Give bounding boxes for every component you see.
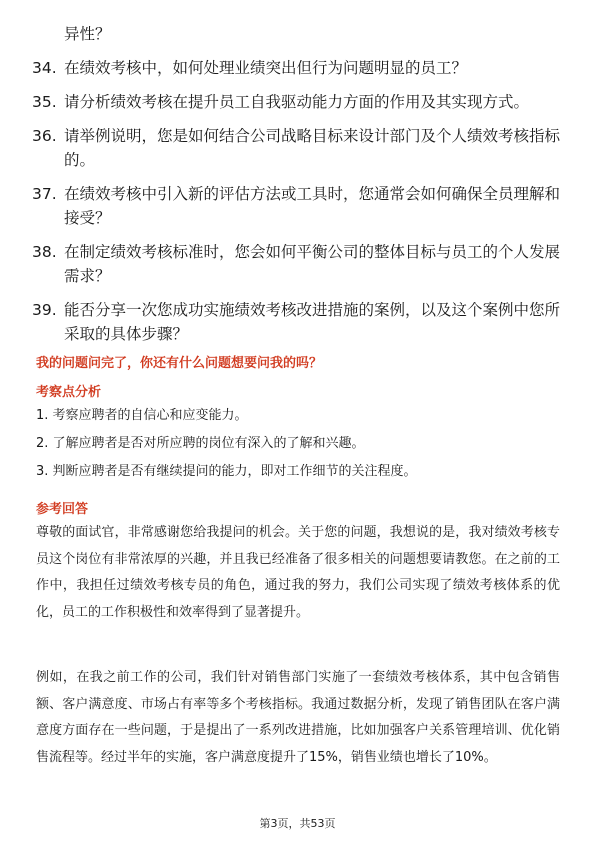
reference-heading: 参考回答 [36,502,89,517]
question-item [32,124,564,172]
question-item [32,298,564,346]
question-text: 能否分享一次您成功实施绩效考核改进措施的案例，以及这个案例中您所采取的具体步骤？ [64,301,561,343]
question-text: 请分析绩效考核在提升员工自我驱动能力方面的作用及其实现方式。 [64,93,530,111]
question-item [32,240,564,288]
analysis-heading: 考察点分析 [36,385,102,400]
question-text: 在制定绩效考核标准时，您会如何平衡公司的整体目标与员工的个人发展需求？ [64,243,561,285]
analysis-list [36,407,561,491]
analysis-item: 1. 考察应聘者的自信心和应变能力。 [36,408,248,423]
question-text: 在绩效考核中引入新的评估方法或工具时，您通常会如何确保全员理解和接受？ [64,185,561,227]
question-list [32,56,564,356]
reference-paragraph: 尊敬的面试官，非常感谢您给我提问的机会。关于您的问题，我想说的是，我对绩效考核专员这个岗位有非常浓厚的兴趣，并且我已经准备了很多相关的问题想要请教您。在之前的工作中，我担任过绩效考核专员的角色，通过我的努力，我们公司实现了绩效考核体系的优化，员工的工作积极性和效率得到了显著提升。 [36,525,560,620]
page-number: 第3页，共53页 [259,817,336,830]
question-number: 34. [32,59,57,77]
analysis-item: 3. 判断应聘者是否有继续提问的能力，即对工作细节的关注程度。 [36,464,417,479]
question-number: 39. [32,301,57,319]
analysis-item: 2. 了解应聘者是否对所应聘的岗位有深入的了解和兴趣。 [36,436,365,451]
final-question-heading: 我的问题问完了，你还有什么问题想要问我的吗？ [36,356,323,371]
question-text: 请举例说明，您是如何结合公司战略目标来设计部门及个人绩效考核指标的。 [64,127,561,169]
question-number: 38. [32,243,57,261]
question-number: 37. [32,185,57,203]
question-item [32,182,564,230]
question-continuation: 异性？ [64,25,111,43]
reference-paragraph: 例如，在我之前工作的公司，我们针对销售部门实施了一套绩效考核体系，其中包含销售额、客户满意度、市场占有率等多个考核指标。我通过数据分析，发现了销售团队在客户满意度方面存在一些问题，于是提出了一系列改进措施，比如加强客户关系管理培训、优化销售流程等。经过半年的实施，客户满意度提升了15%，销售业绩也增长了10%。 [36,670,560,765]
question-number: 36. [32,127,57,145]
question-number: 35. [32,93,57,111]
question-item [32,90,564,114]
question-item [32,56,564,80]
question-text: 在绩效考核中，如何处理业绩突出但行为问题明显的员工？ [64,59,468,77]
